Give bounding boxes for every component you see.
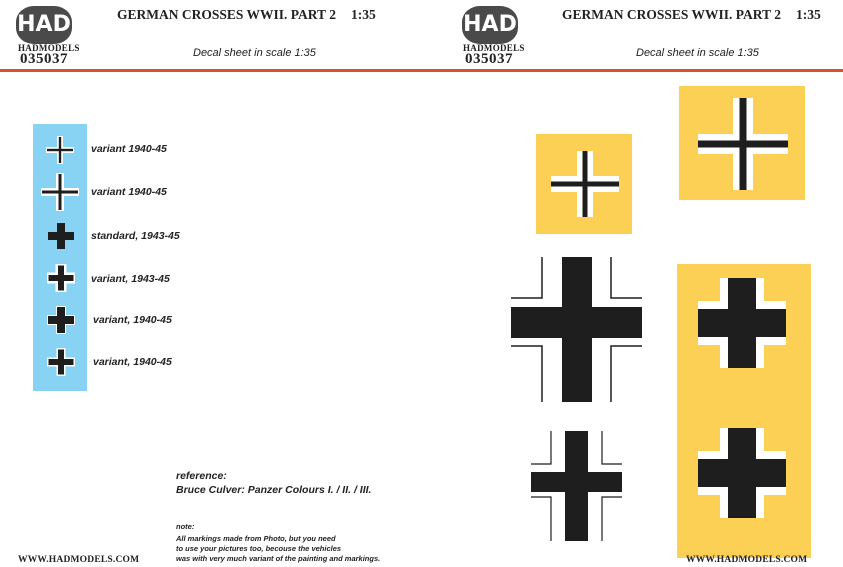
variant-label: variant, 1943-45: [91, 273, 170, 285]
white-edged-cross-icon: [47, 348, 75, 376]
solid-cross-icon: [47, 222, 75, 250]
outline-cross-icon: [45, 135, 75, 165]
had-logo: HAD: [16, 6, 72, 44]
sheet-scale: 1:35: [351, 7, 376, 22]
sheet-title: GERMAN CROSSES WWII. PART 2: [562, 7, 781, 22]
variant-label: standard, 1943-45: [91, 230, 180, 242]
note-line: was with very much variant of the painting and markings.: [176, 554, 381, 563]
brand-name: HADMODELS: [18, 43, 80, 53]
decal-cross: [551, 151, 619, 217]
brand-name: HADMODELS: [463, 43, 525, 53]
decal-cross: [698, 278, 786, 368]
variant-label: variant, 1940-45: [93, 356, 172, 368]
reference-text: Bruce Culver: Panzer Colours I. / II. / III.: [176, 484, 372, 496]
decal-cross: [698, 428, 786, 518]
white-edged-cross-icon: [47, 264, 75, 292]
decal-cross: [531, 431, 622, 541]
decal-cross: [698, 98, 788, 190]
decal-cross: [511, 257, 642, 402]
note-line: All markings made from Photo, but you need: [176, 534, 336, 543]
note-line: to use your pictures too, becouse the vehicles: [176, 544, 342, 553]
sheet-subtitle: Decal sheet in scale 1:35: [193, 47, 316, 59]
website-url[interactable]: WWW.HADMODELS.COM: [18, 555, 140, 565]
product-code: 035037: [465, 51, 513, 67]
white-edged-cross-icon: [47, 306, 75, 334]
sheet-scale: 1:35: [796, 7, 821, 22]
product-code: 035037: [20, 51, 68, 67]
had-logo: HAD: [462, 6, 518, 44]
variant-label: variant 1940-45: [91, 143, 167, 155]
variant-label: variant, 1940-45: [93, 314, 172, 326]
outline-cross-icon: [40, 172, 80, 212]
sheet-title: GERMAN CROSSES WWII. PART 2: [117, 7, 336, 22]
sheet-subtitle: Decal sheet in scale 1:35: [636, 47, 759, 59]
website-url[interactable]: WWW.HADMODELS.COM: [686, 555, 808, 565]
variant-label: variant 1940-45: [91, 186, 167, 198]
note-heading: note:: [176, 522, 195, 531]
header-divider: [0, 69, 843, 72]
reference-heading: reference:: [176, 470, 227, 482]
